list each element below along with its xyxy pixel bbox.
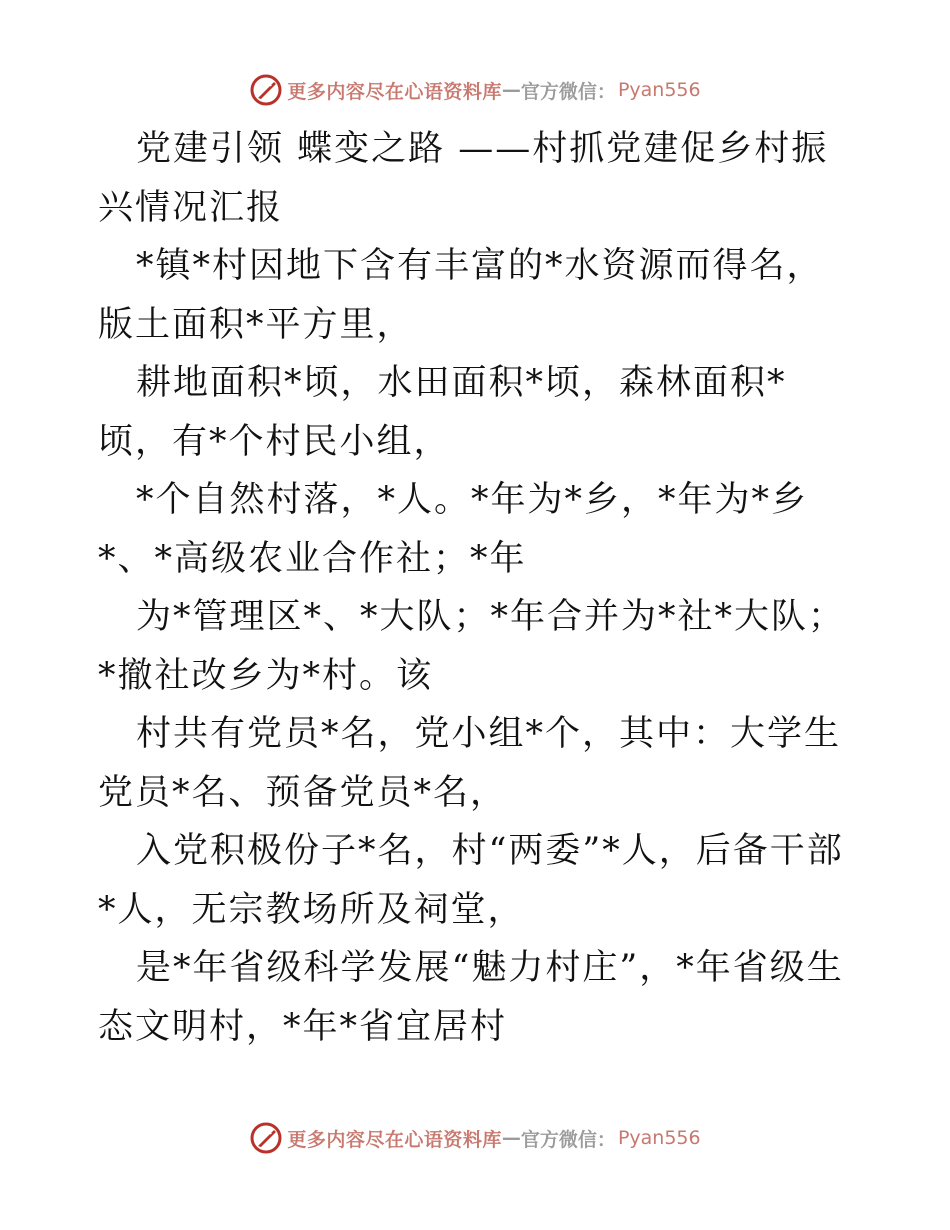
header-banner <box>0 70 950 110</box>
banner-promo-text: 更多内容尽在心语资料库 <box>287 80 502 103</box>
paragraph: 是*年省级科学发展“魅力村庄”，*年省级生态文明村，*年*省宜居村 <box>98 948 844 1047</box>
banner-promo-text: 更多内容尽在心语资料库 <box>287 1128 502 1151</box>
quill-logo-icon <box>249 1121 283 1155</box>
banner-separator: — <box>501 79 521 101</box>
banner-wechat-id: Pyan556 <box>617 1127 701 1149</box>
banner-separator: — <box>501 1127 521 1149</box>
document-title: 党建引领 蝶变之路 ——村抓党建促乡村振兴情况汇报 <box>98 129 829 228</box>
paragraph: 入党积极份子*名，村“两委”*人，后备干部*人，无宗教场所及祠堂， <box>98 831 844 930</box>
paragraph: 为*管理区*、*大队；*年合并为*社*大队；*撤社改乡为*村。该 <box>98 597 846 696</box>
banner-official-label: 官方微信： <box>520 1128 616 1151</box>
banner-official-label: 官方微信： <box>520 80 616 103</box>
banner-wechat-id: Pyan556 <box>617 79 701 101</box>
paragraph: *镇*村因地下含有丰富的*水资源而得名，版土面积*平方里， <box>98 246 824 345</box>
document-body <box>98 120 858 1056</box>
paragraph: 村共有党员*名，党小组*个，其中：大学生党员*名、预备党员*名， <box>98 714 842 813</box>
paragraph: *个自然村落，*人。*年为*乡，*年为*乡*、*高级农业合作社；*年 <box>98 480 809 579</box>
footer-banner <box>0 1118 950 1158</box>
quill-logo-icon <box>249 73 283 107</box>
paragraph: 耕地面积*顷，水田面积*顷，森林面积*顷，有*个村民小组， <box>98 363 787 462</box>
